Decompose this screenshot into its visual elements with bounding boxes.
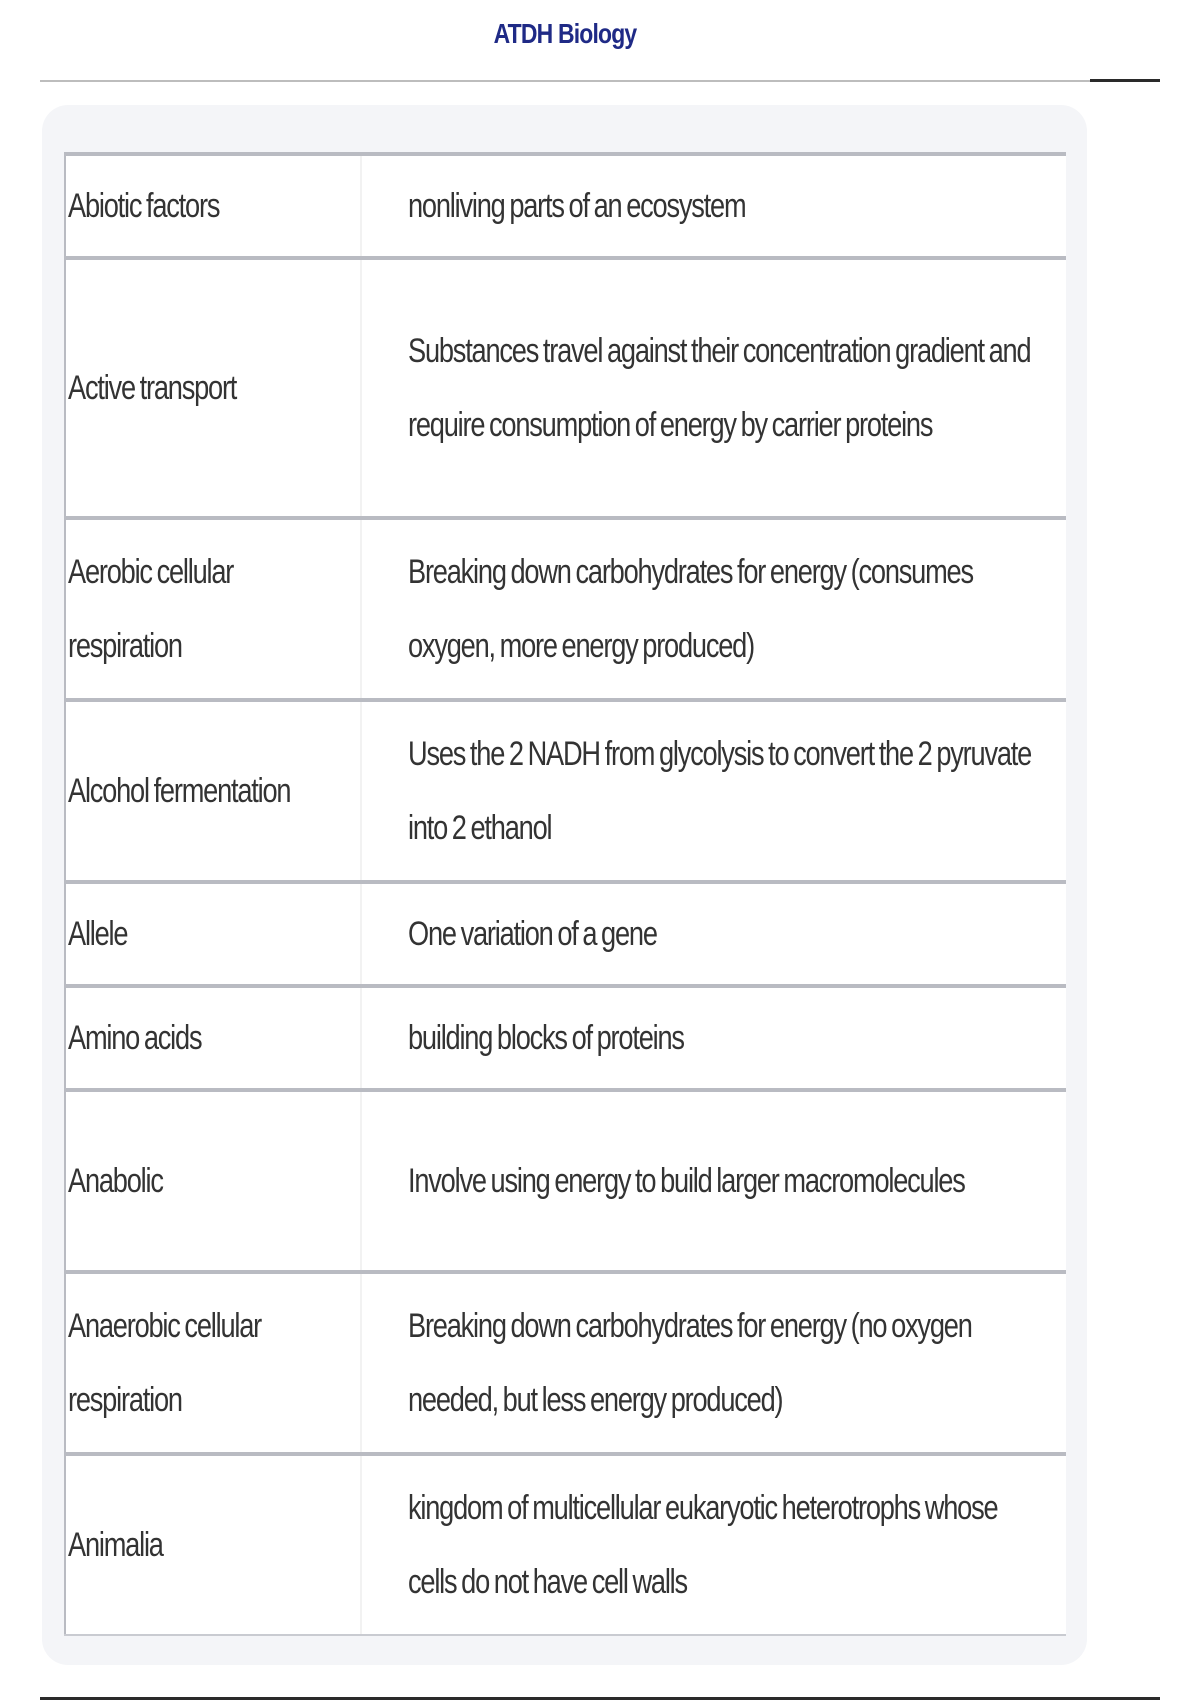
flashcard-table <box>64 152 1066 1636</box>
definition-cell <box>361 986 1066 1090</box>
definition-text: nonliving parts of an ecosystem <box>408 187 746 225</box>
term-cell <box>65 1454 361 1635</box>
term-cell <box>65 154 361 258</box>
term-cell <box>65 258 361 518</box>
term-text: Active transport <box>68 369 237 407</box>
term-text: Anabolic <box>68 1162 163 1200</box>
definition-cell <box>361 882 1066 986</box>
definition-text: Involve using energy to build larger macromolecules <box>408 1162 965 1200</box>
table-row <box>65 518 1066 700</box>
table-row <box>65 882 1066 986</box>
table-row <box>65 1454 1066 1635</box>
definition-text: Breaking down carbohydrates for energy (consumes oxygen, more energy produced) <box>408 553 973 665</box>
table-row <box>65 154 1066 258</box>
header-divider-accent <box>1090 79 1160 82</box>
definition-cell <box>361 1090 1066 1272</box>
definition-cell <box>361 1272 1066 1454</box>
page-title: ATDH Biology <box>493 18 637 49</box>
table-row <box>65 258 1066 518</box>
definition-text: kingdom of multicellular eukaryotic heterotrophs whose cells do not have cell walls <box>408 1489 998 1601</box>
definition-text: Breaking down carbohydrates for energy (no oxygen needed, but less energy produced) <box>408 1307 972 1419</box>
term-text: Animalia <box>68 1526 163 1564</box>
table-row <box>65 986 1066 1090</box>
table-row <box>65 1090 1066 1272</box>
term-cell <box>65 518 361 700</box>
table-row <box>65 700 1066 882</box>
term-cell <box>65 1272 361 1454</box>
term-text: Amino acids <box>68 1019 202 1057</box>
term-text: Aerobic cellular respiration <box>68 553 234 665</box>
definition-text: One variation of a gene <box>408 915 657 953</box>
term-text: Abiotic factors <box>68 187 220 225</box>
term-text: Anaerobic cellular respiration <box>68 1307 262 1419</box>
term-cell <box>65 700 361 882</box>
term-text: Alcohol fermentation <box>68 772 291 810</box>
term-cell <box>65 882 361 986</box>
flashcard-table-container[interactable] <box>64 152 1066 1667</box>
definition-cell <box>361 700 1066 882</box>
definition-text: Substances travel against their concentration gradient and require consumption of energy by carrier proteins <box>408 332 1031 444</box>
term-cell <box>65 1090 361 1272</box>
definition-text: Uses the 2 NADH from glycolysis to convert the 2 pyruvate into 2 ethanol <box>408 735 1032 847</box>
header-divider <box>40 80 1090 82</box>
definition-cell <box>361 518 1066 700</box>
definition-cell <box>361 1454 1066 1635</box>
term-cell <box>65 986 361 1090</box>
definition-cell <box>361 258 1066 518</box>
table-row <box>65 1272 1066 1454</box>
term-text: Allele <box>68 915 128 953</box>
definition-text: building blocks of proteins <box>408 1019 684 1057</box>
definition-cell <box>361 154 1066 258</box>
